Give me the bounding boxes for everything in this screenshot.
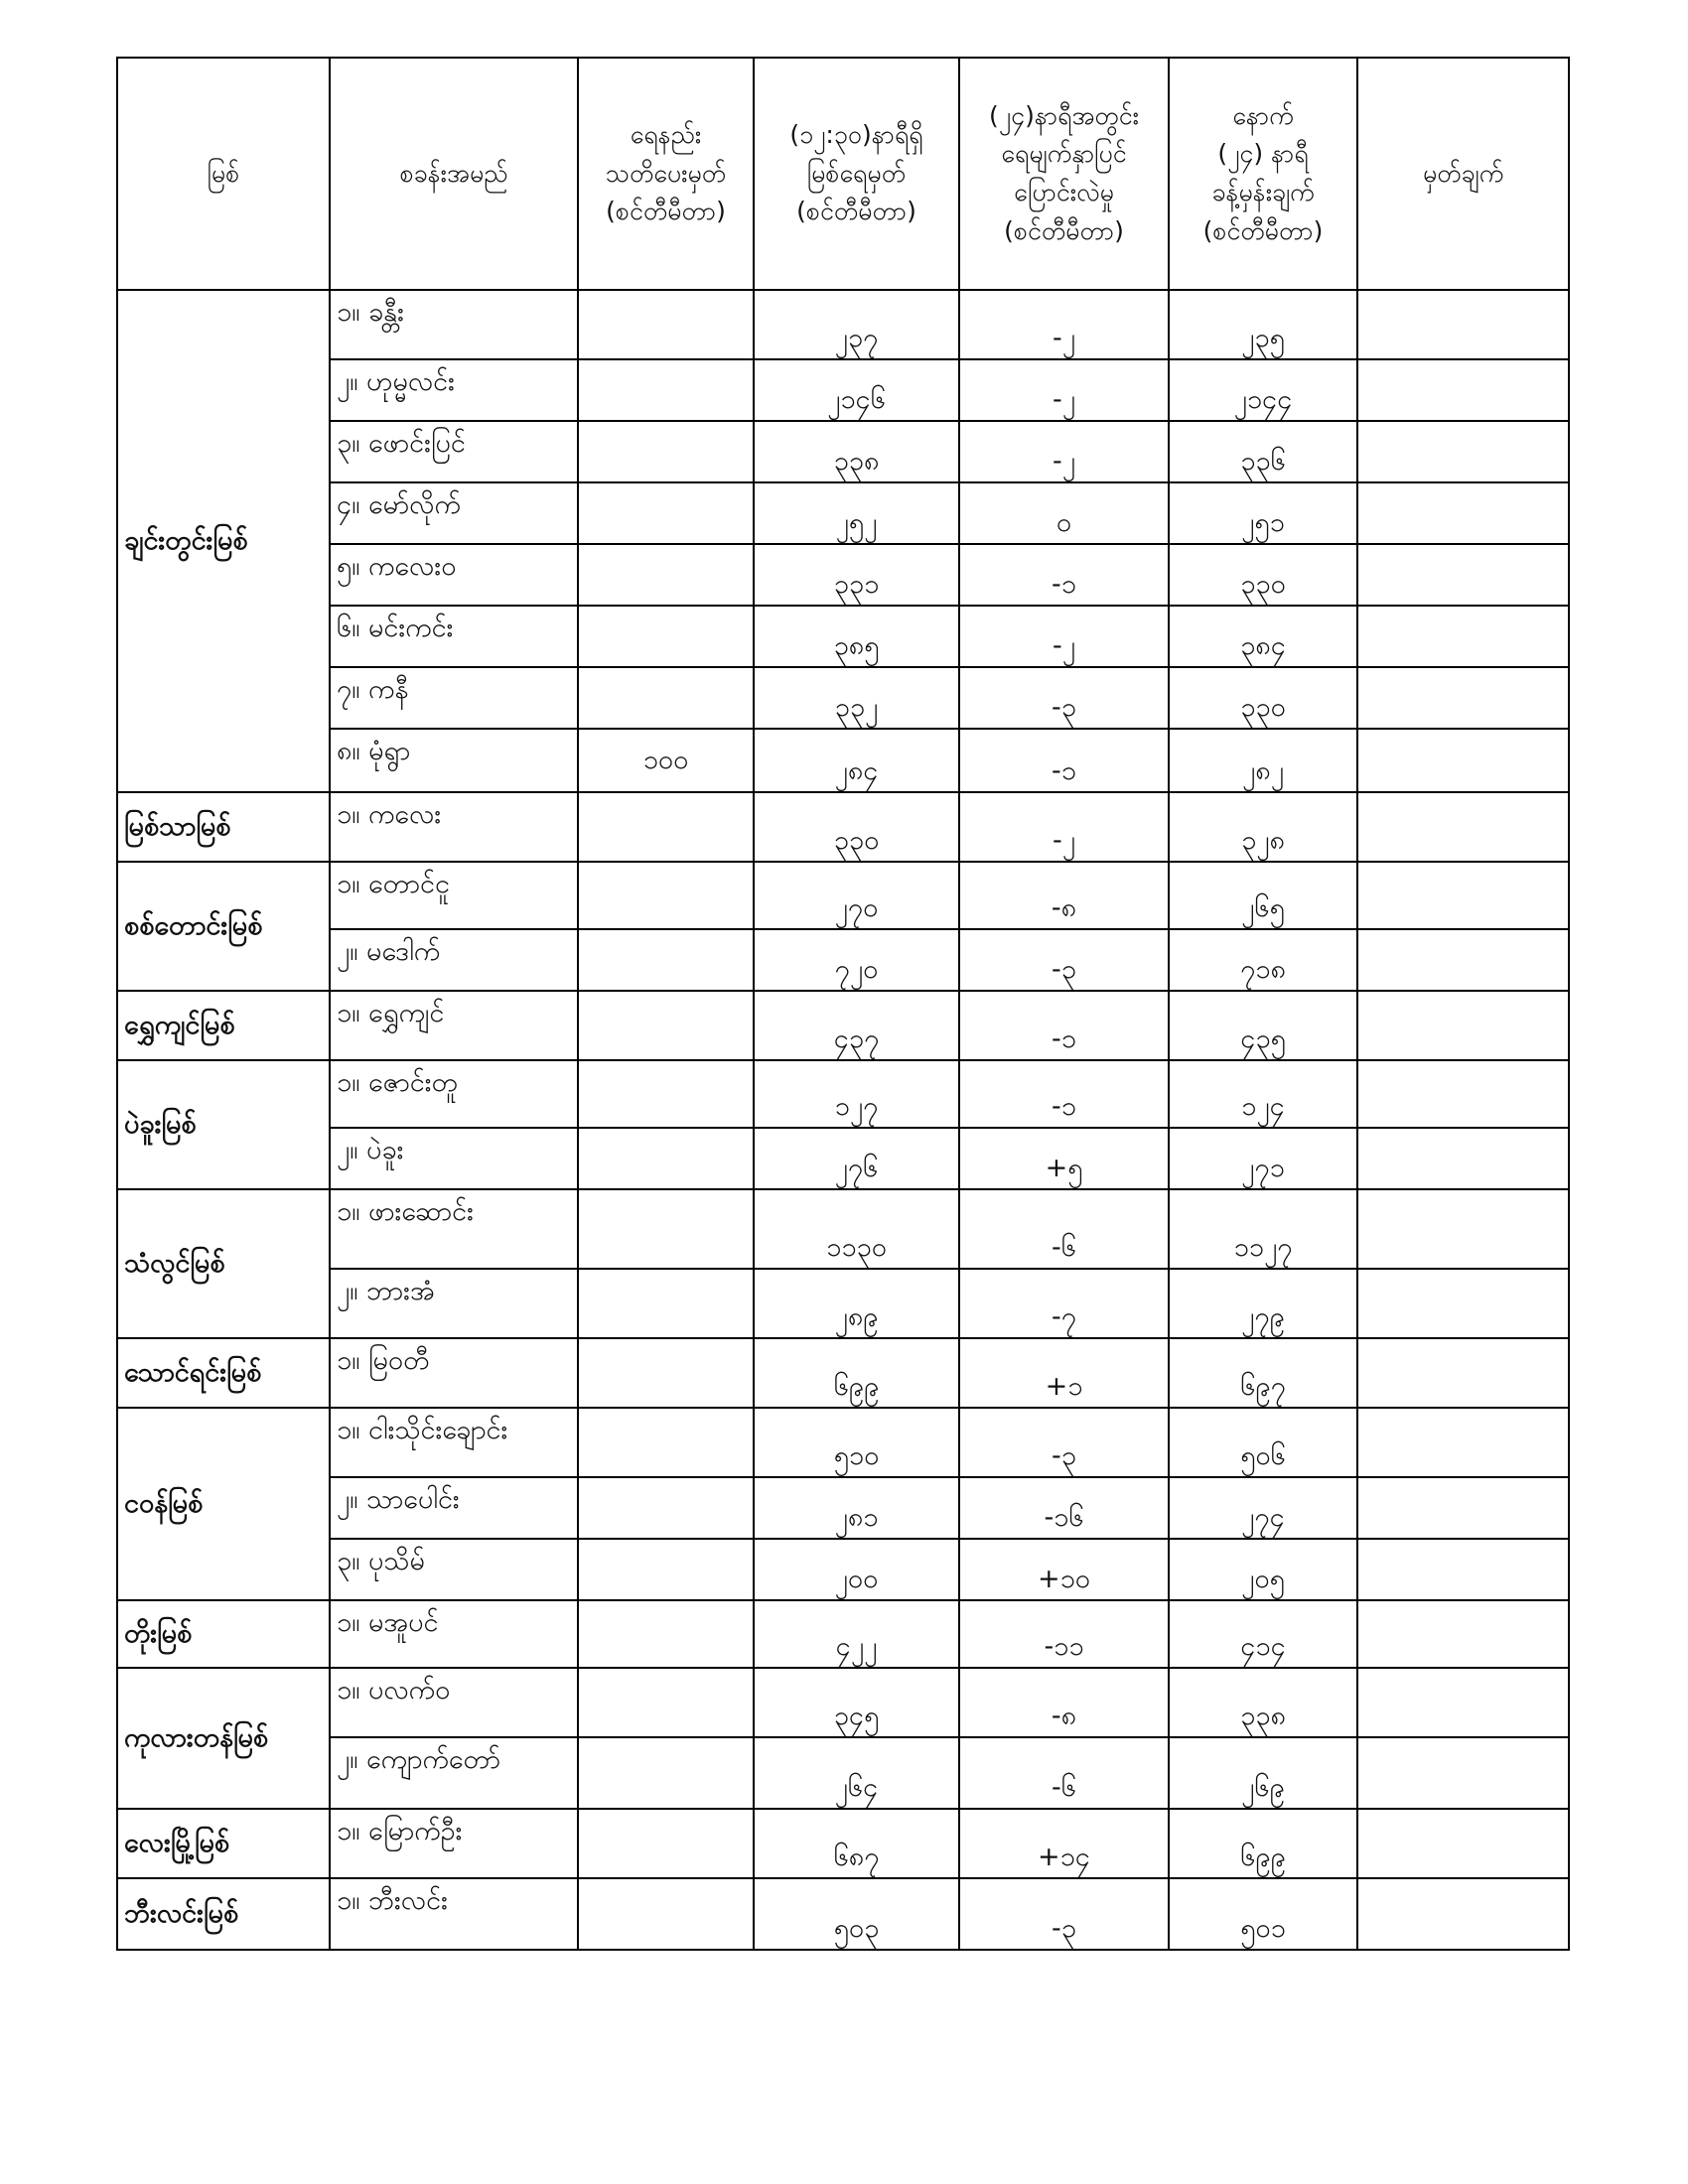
warning-level-cell [578, 606, 754, 667]
station-name-cell: ၁။ တောင်ငူ [330, 862, 578, 929]
warning-level-cell [578, 1668, 754, 1737]
warning-level-cell [578, 359, 754, 421]
current-level-cell: ၄၃၇ [754, 991, 959, 1060]
current-level-cell: ၃၃၁ [754, 544, 959, 606]
warning-level-cell [578, 1600, 754, 1668]
remark-cell [1357, 862, 1569, 929]
station-name-cell: ၁။ ဇောင်းတူ [330, 1060, 578, 1128]
warning-level-cell [578, 1809, 754, 1878]
table-row [117, 359, 1569, 421]
table-row [117, 1060, 1569, 1128]
level-change-cell: -၃ [959, 1408, 1169, 1477]
level-change-cell: -၁ [959, 544, 1169, 606]
header-river: မြစ် [117, 58, 330, 290]
level-change-cell: -၆ [959, 1189, 1169, 1269]
level-change-cell: -၆ [959, 1737, 1169, 1809]
level-change-cell: ၀ [959, 482, 1169, 544]
level-change-cell: +၅ [959, 1128, 1169, 1189]
table-row [117, 792, 1569, 862]
warning-level-cell [578, 1539, 754, 1600]
header-remarks: မှတ်ချက် [1357, 58, 1569, 290]
table-row [117, 1809, 1569, 1878]
remark-cell [1357, 929, 1569, 991]
remark-cell [1357, 421, 1569, 482]
current-level-cell: ၃၃၈ [754, 421, 959, 482]
warning-level-cell [578, 1189, 754, 1269]
forecast-cell: ၁၂၄ [1169, 1060, 1357, 1128]
river-name-cell: ပဲခူးမြစ် [117, 1060, 330, 1189]
warning-level-cell [578, 421, 754, 482]
remark-cell [1357, 290, 1569, 359]
station-name-cell: ၇။ ကနီ [330, 667, 578, 729]
station-name-cell: ၂။ ဟုမ္မလင်း [330, 359, 578, 421]
current-level-cell: ၅၁၀ [754, 1408, 959, 1477]
level-change-cell: +၁၄ [959, 1809, 1169, 1878]
remark-cell [1357, 1269, 1569, 1338]
remark-cell [1357, 1737, 1569, 1809]
river-name-cell: တိုးမြစ် [117, 1600, 330, 1668]
level-change-cell: -၁ [959, 729, 1169, 792]
river-name-cell: ချင်းတွင်းမြစ် [117, 290, 330, 792]
remark-cell [1357, 544, 1569, 606]
current-level-cell: ၂၇၀ [754, 862, 959, 929]
remark-cell [1357, 606, 1569, 667]
table-row [117, 482, 1569, 544]
station-name-cell: ၁။ ခန္တီး [330, 290, 578, 359]
river-name-cell: လေးမြို့မြစ် [117, 1809, 330, 1878]
remark-cell [1357, 482, 1569, 544]
remark-cell [1357, 1128, 1569, 1189]
station-name-cell: ၁။ မြဝတီ [330, 1338, 578, 1408]
warning-level-cell [578, 1128, 754, 1189]
river-name-cell: ကုလားတန်မြစ် [117, 1668, 330, 1809]
forecast-cell: ၃၃၈ [1169, 1668, 1357, 1737]
level-change-cell: -၂ [959, 290, 1169, 359]
current-level-cell: ၂၅၂ [754, 482, 959, 544]
table-row [117, 1408, 1569, 1477]
station-name-cell: ၁။ ရွှေကျင် [330, 991, 578, 1060]
table-row [117, 1600, 1569, 1668]
forecast-cell: ၃၈၄ [1169, 606, 1357, 667]
current-level-cell: ၂၁၄၆ [754, 359, 959, 421]
table-row [117, 667, 1569, 729]
warning-level-cell [578, 1737, 754, 1809]
station-name-cell: ၂။ ကျောက်တော် [330, 1737, 578, 1809]
current-level-cell: ၃၈၅ [754, 606, 959, 667]
forecast-cell: ၂၃၅ [1169, 290, 1357, 359]
level-change-cell: -၃ [959, 667, 1169, 729]
table-body [117, 290, 1569, 1950]
table-row [117, 1189, 1569, 1269]
station-name-cell: ၂။ ဘားအံ [330, 1269, 578, 1338]
forecast-cell: ၅၀၁ [1169, 1878, 1357, 1950]
station-name-cell: ၃။ ဖောင်းပြင် [330, 421, 578, 482]
current-level-cell: ၂၃၇ [754, 290, 959, 359]
remark-cell [1357, 991, 1569, 1060]
forecast-cell: ၂၇၁ [1169, 1128, 1357, 1189]
table-row [117, 544, 1569, 606]
remark-cell [1357, 1189, 1569, 1269]
station-name-cell: ၃။ ပုသိမ် [330, 1539, 578, 1600]
header-warning-level: ရေနည်း သတိပေးမှတ် (စင်တီမီတာ) [578, 58, 754, 290]
remark-cell [1357, 729, 1569, 792]
table-header [117, 58, 1569, 290]
current-level-cell: ၇၂၀ [754, 929, 959, 991]
warning-level-cell [578, 1338, 754, 1408]
current-level-cell: ၂၇၆ [754, 1128, 959, 1189]
table-row [117, 1338, 1569, 1408]
station-name-cell: ၂။ သာပေါင်း [330, 1477, 578, 1539]
level-change-cell: -၂ [959, 792, 1169, 862]
current-level-cell: ၃၃၂ [754, 667, 959, 729]
table-row [117, 729, 1569, 792]
warning-level-cell [578, 482, 754, 544]
forecast-cell: ၂၅၁ [1169, 482, 1357, 544]
forecast-cell: ၂၈၂ [1169, 729, 1357, 792]
header-row [117, 58, 1569, 290]
remark-cell [1357, 1539, 1569, 1600]
forecast-cell: ၃၃၀ [1169, 544, 1357, 606]
river-name-cell: ရွှေကျင်မြစ် [117, 991, 330, 1060]
forecast-cell: ၁၁၂၇ [1169, 1189, 1357, 1269]
current-level-cell: ၂၈၄ [754, 729, 959, 792]
table-row [117, 421, 1569, 482]
level-change-cell: +၁၀ [959, 1539, 1169, 1600]
forecast-cell: ၅၀၆ [1169, 1408, 1357, 1477]
remark-cell [1357, 1338, 1569, 1408]
station-name-cell: ၁။ ဘီးလင်း [330, 1878, 578, 1950]
header-forecast: နောက် (၂၄) နာရီ ခန့်မှန်းချက် (စင်တီမီတာ) [1169, 58, 1357, 290]
remark-cell [1357, 359, 1569, 421]
level-change-cell: +၁ [959, 1338, 1169, 1408]
warning-level-cell [578, 929, 754, 991]
table-row [117, 1668, 1569, 1737]
current-level-cell: ၁၁၃၀ [754, 1189, 959, 1269]
warning-level-cell [578, 792, 754, 862]
level-change-cell: -၂ [959, 421, 1169, 482]
remark-cell [1357, 1477, 1569, 1539]
level-change-cell: -၃ [959, 1878, 1169, 1950]
forecast-cell: ၂၆၉ [1169, 1737, 1357, 1809]
remark-cell [1357, 1408, 1569, 1477]
forecast-cell: ၆၉၉ [1169, 1809, 1357, 1878]
river-name-cell: မြစ်သာမြစ် [117, 792, 330, 862]
header-current-level: (၁၂:၃၀)နာရီရှိ မြစ်ရေမှတ် (စင်တီမီတာ) [754, 58, 959, 290]
station-name-cell: ၁။ ပလက်ဝ [330, 1668, 578, 1737]
forecast-cell: ၆၉၇ [1169, 1338, 1357, 1408]
current-level-cell: ၂၆၄ [754, 1737, 959, 1809]
forecast-cell: ၄၃၅ [1169, 991, 1357, 1060]
warning-level-cell [578, 290, 754, 359]
level-change-cell: -၁၁ [959, 1600, 1169, 1668]
current-level-cell: ၂၈၁ [754, 1477, 959, 1539]
river-name-cell: စစ်တောင်းမြစ် [117, 862, 330, 991]
warning-level-cell [578, 544, 754, 606]
river-name-cell: သံလွင်မြစ် [117, 1189, 330, 1338]
forecast-cell: ၇၁၈ [1169, 929, 1357, 991]
river-name-cell: ငဝန်မြစ် [117, 1408, 330, 1600]
station-name-cell: ၄။ မော်လိုက် [330, 482, 578, 544]
forecast-cell: ၂၇၉ [1169, 1269, 1357, 1338]
level-change-cell: -၇ [959, 1269, 1169, 1338]
remark-cell [1357, 792, 1569, 862]
warning-level-cell [578, 1269, 754, 1338]
level-change-cell: -၂ [959, 606, 1169, 667]
level-change-cell: -၁ [959, 1060, 1169, 1128]
remark-cell [1357, 667, 1569, 729]
river-name-cell: ဘီးလင်းမြစ် [117, 1878, 330, 1950]
remark-cell [1357, 1600, 1569, 1668]
table-row [117, 862, 1569, 929]
table-row [117, 290, 1569, 359]
warning-level-cell: ၁၀၀ [578, 729, 754, 792]
table-row [117, 991, 1569, 1060]
current-level-cell: ၂၈၉ [754, 1269, 959, 1338]
table-row [117, 1269, 1569, 1338]
forecast-cell: ၂၇၄ [1169, 1477, 1357, 1539]
warning-level-cell [578, 667, 754, 729]
forecast-cell: ၄၁၄ [1169, 1600, 1357, 1668]
table-row [117, 1878, 1569, 1950]
warning-level-cell [578, 991, 754, 1060]
level-change-cell: -၂ [959, 359, 1169, 421]
forecast-cell: ၃၂၈ [1169, 792, 1357, 862]
current-level-cell: ၃၄၅ [754, 1668, 959, 1737]
current-level-cell: ၆၉၉ [754, 1338, 959, 1408]
table-row [117, 606, 1569, 667]
warning-level-cell [578, 1878, 754, 1950]
header-24h-change: (၂၄)နာရီအတွင်း ရေမျက်နှာပြင် ပြောင်းလဲမှု (စင်တီမီတာ) [959, 58, 1169, 290]
table-row [117, 1477, 1569, 1539]
station-name-cell: ၁။ မြောက်ဦး [330, 1809, 578, 1878]
forecast-cell: ၂၁၄၄ [1169, 359, 1357, 421]
table-row [117, 929, 1569, 991]
table-row [117, 1737, 1569, 1809]
level-change-cell: -၁၆ [959, 1477, 1169, 1539]
level-change-cell: -၈ [959, 1668, 1169, 1737]
remark-cell [1357, 1809, 1569, 1878]
forecast-cell: ၂၆၅ [1169, 862, 1357, 929]
river-level-table [116, 57, 1570, 1951]
station-name-cell: ၅။ ကလေးဝ [330, 544, 578, 606]
warning-level-cell [578, 1408, 754, 1477]
station-name-cell: ၁။ ငါးသိုင်းချောင်း [330, 1408, 578, 1477]
header-station: စခန်းအမည် [330, 58, 578, 290]
table-row [117, 1128, 1569, 1189]
warning-level-cell [578, 862, 754, 929]
current-level-cell: ၆၈၇ [754, 1809, 959, 1878]
forecast-cell: ၂၀၅ [1169, 1539, 1357, 1600]
warning-level-cell [578, 1060, 754, 1128]
station-name-cell: ၁။ ကလေး [330, 792, 578, 862]
current-level-cell: ၅၀၃ [754, 1878, 959, 1950]
station-name-cell: ၂။ မဒေါက် [330, 929, 578, 991]
river-name-cell: သောင်ရင်းမြစ် [117, 1338, 330, 1408]
current-level-cell: ၁၂၇ [754, 1060, 959, 1128]
level-change-cell: -၁ [959, 991, 1169, 1060]
warning-level-cell [578, 1477, 754, 1539]
current-level-cell: ၄၂၂ [754, 1600, 959, 1668]
current-level-cell: ၂၀၀ [754, 1539, 959, 1600]
forecast-cell: ၃၃၆ [1169, 421, 1357, 482]
level-change-cell: -၈ [959, 862, 1169, 929]
station-name-cell: ၂။ ပဲခူး [330, 1128, 578, 1189]
station-name-cell: ၁။ ဖားဆောင်း [330, 1189, 578, 1269]
remark-cell [1357, 1878, 1569, 1950]
station-name-cell: ၆။ မင်းကင်း [330, 606, 578, 667]
remark-cell [1357, 1668, 1569, 1737]
table-row [117, 1539, 1569, 1600]
current-level-cell: ၃၃၀ [754, 792, 959, 862]
remark-cell [1357, 1060, 1569, 1128]
level-change-cell: -၃ [959, 929, 1169, 991]
station-name-cell: ၈။ မုံရွာ [330, 729, 578, 792]
station-name-cell: ၁။ မအူပင် [330, 1600, 578, 1668]
forecast-cell: ၃၃၀ [1169, 667, 1357, 729]
